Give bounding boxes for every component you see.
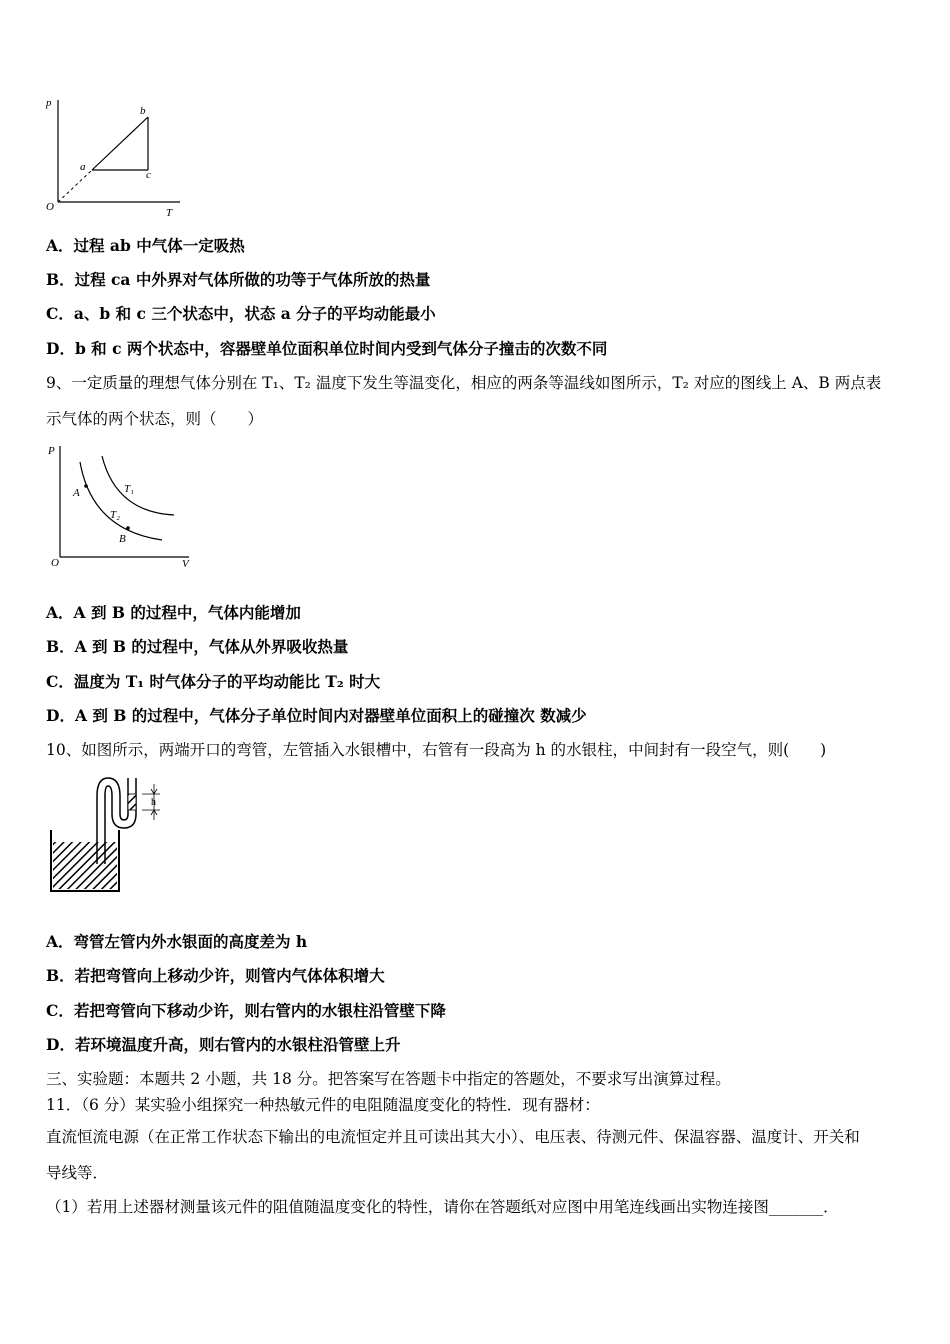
label-origin: O: [46, 201, 54, 213]
section-3-heading: 三、实验题：本题共 2 小题，共 18 分。把答案写在答题卡中指定的答题处，不要求写出演算过程。: [46, 1070, 731, 1088]
pt-diagram: [40, 92, 190, 222]
label-b: B: [119, 533, 126, 545]
bent-tube-diagram: [46, 774, 176, 896]
label-t2: T₂: [110, 509, 120, 521]
q11-stem: 11．（6 分）某实验小组探究一种热敏元件的电阻随温度变化的特性．现有器材：: [46, 1096, 600, 1114]
curve-t2: [80, 462, 162, 540]
label-h: h: [151, 797, 156, 808]
q9-option-a: A．A 到 B 的过程中，气体内能增加: [46, 603, 301, 622]
line-ab: [92, 117, 148, 170]
point-b: [126, 526, 130, 530]
mercury-in-trough: [53, 842, 117, 889]
q10-option-d: D．若环境温度升高，则右管内的水银柱沿管壁上升: [46, 1035, 401, 1054]
q9-stem-line1: 9、一定质量的理想气体分别在 T₁、T₂ 温度下发生等温变化，相应的两条等温线如图所示，T₂ 对应的图线上 A、B 两点表: [46, 374, 882, 392]
q8-option-d: D．b 和 c 两个状态中，容器壁单位面积单位时间内受到气体分子撞击的次数不同: [46, 339, 608, 358]
label-p: P: [48, 445, 55, 457]
q9-option-c: C．温度为 T₁ 时气体分子的平均动能比 T₂ 时大: [46, 672, 381, 691]
q10-stem: 10、如图所示，两端开口的弯管，左管插入水银槽中，右管有一段高为 h 的水银柱，中间封有一段空气，则( ): [46, 741, 827, 759]
q10-option-b: B．若把弯管向上移动少许，则管内气体体积增大: [46, 966, 385, 985]
q9-option-d: D．A 到 B 的过程中，气体分子单位时间内对器壁单位面积上的碰撞次 数减少: [46, 706, 587, 725]
label-a: a: [80, 161, 86, 173]
curve-t1: [102, 456, 174, 515]
label-t: T: [166, 207, 173, 219]
label-c: c: [146, 169, 151, 181]
mercury-column: [128, 794, 136, 810]
q8-option-b: B．过程 ca 中外界对气体所做的功等于气体所放的热量: [46, 270, 431, 289]
pv-isotherm-diagram: [44, 440, 199, 570]
q9-option-b: B．A 到 B 的过程中，气体从外界吸收热量: [46, 637, 349, 656]
label-p: p: [46, 97, 52, 109]
q11-part1: （1）若用上述器材测量该元件的阻值随温度变化的特性，请你在答题纸对应图中用笔连线画出实物连接图_______．: [46, 1198, 839, 1216]
q8-option-a: A．过程 ab 中气体一定吸热: [46, 236, 245, 255]
q10-option-c: C．若把弯管向下移动少许，则右管内的水银柱沿管壁下降: [46, 1001, 446, 1020]
dashed-extension: [58, 170, 92, 202]
label-t1: T₁: [124, 483, 134, 495]
q8-option-c: C．a、b 和 c 三个状态中，状态 a 分子的平均动能最小: [46, 304, 436, 323]
label-origin: O: [51, 557, 59, 569]
label-a: A: [73, 487, 80, 499]
label-b: b: [140, 105, 146, 117]
q9-stem-line2: 示气体的两个状态，则（ ）: [46, 410, 264, 428]
point-a: [84, 484, 88, 488]
q10-option-a: A．弯管左管内外水银面的高度差为 h: [46, 932, 308, 951]
q11-line2: 直流恒流电源（在正常工作状态下输出的电流恒定并且可读出其大小）、电压表、待测元件、保温容器、温度计、开关和: [46, 1128, 860, 1146]
q11-line3: 导线等．: [46, 1164, 109, 1182]
label-v: V: [182, 558, 189, 570]
